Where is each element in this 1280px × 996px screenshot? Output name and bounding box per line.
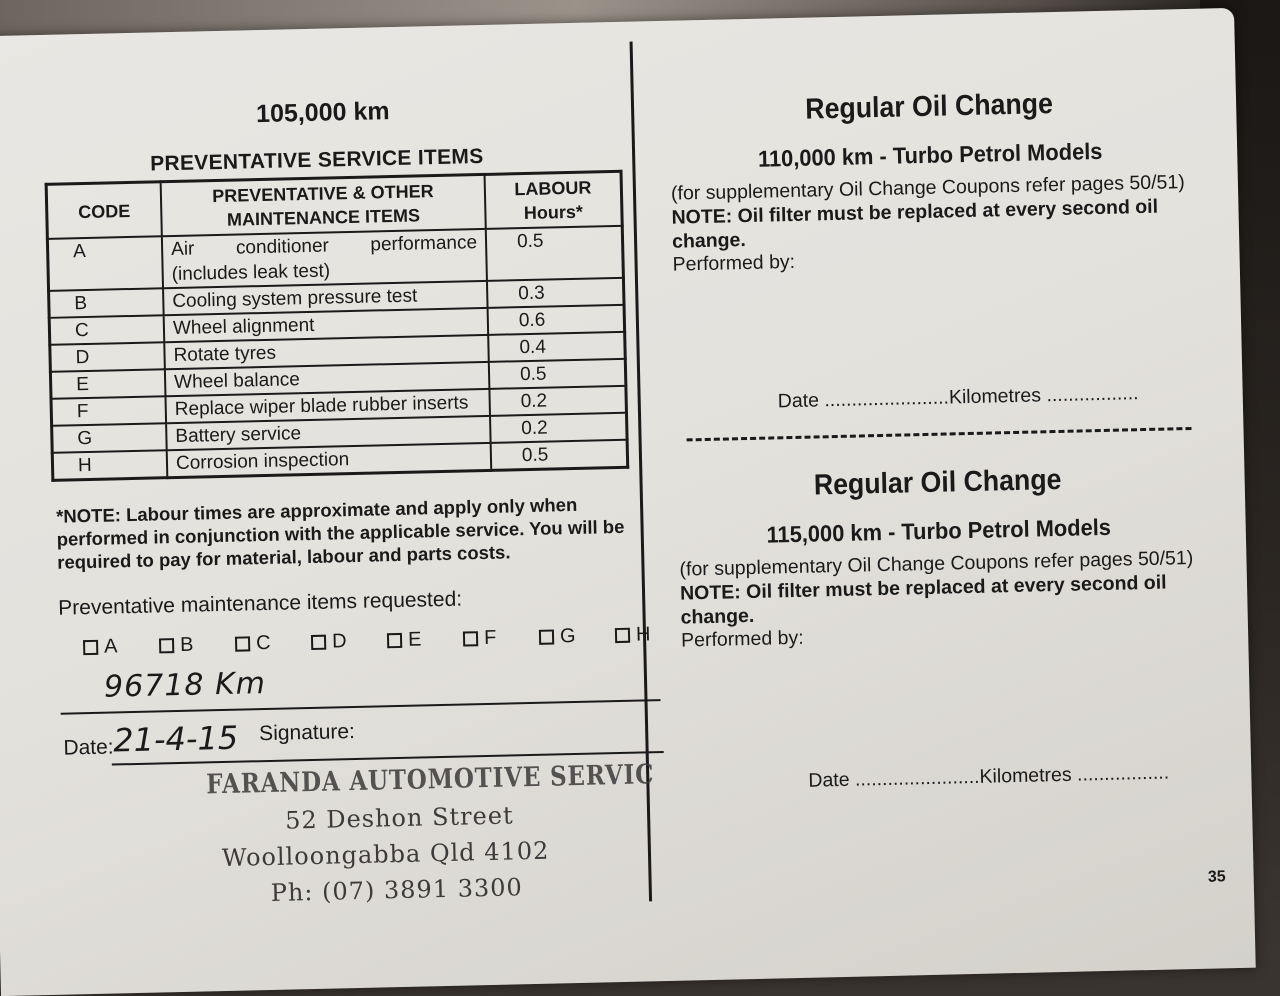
row-labour: 0.2: [489, 386, 626, 416]
row-item-word: conditioner: [235, 235, 330, 259]
row-item-line2: (includes leak test): [171, 260, 331, 286]
row-item: Battery service: [166, 416, 491, 450]
checkbox-label: A: [103, 635, 118, 658]
oil-filter-note: NOTE: Oil filter must be replaced at every second oil change.: [679, 571, 1167, 629]
oil-change-section-1: [669, 85, 1193, 277]
checkbox-label: C: [255, 631, 271, 655]
checkbox-c[interactable]: [235, 631, 312, 656]
checkbox-e[interactable]: [387, 628, 464, 653]
row-code: G: [52, 423, 167, 453]
row-item: Cooling system pressure test: [163, 281, 488, 315]
checkbox-square-icon[interactable]: [311, 635, 326, 650]
oil-filter-note: NOTE: Oil filter must be replaced at every second oil change.: [671, 195, 1159, 253]
checkbox-square-icon[interactable]: [615, 628, 630, 643]
row-code: F: [51, 396, 166, 426]
checkbox-square-icon[interactable]: [235, 636, 250, 651]
coupons-text: (for supplementary Oil Change Coupons refer pages 50/51): [679, 546, 1194, 581]
checkbox-square-icon[interactable]: [539, 629, 554, 644]
service-items-table: [45, 170, 630, 482]
checkbox-square-icon[interactable]: [387, 633, 402, 648]
row-code: A: [47, 236, 163, 291]
oil-change-title: Regular Oil Change: [813, 463, 1062, 502]
row-code: D: [50, 342, 165, 372]
checkbox-f[interactable]: [463, 626, 540, 651]
row-code: C: [49, 315, 164, 345]
date-label: Date:: [63, 735, 114, 760]
checkbox-b[interactable]: [159, 633, 236, 658]
date-km-row: Date .......................Kilometres .................: [808, 761, 1170, 792]
checkbox-a[interactable]: [83, 634, 160, 659]
handwritten-date: 21-4-15: [112, 718, 239, 760]
checkbox-square-icon[interactable]: [83, 640, 98, 655]
oil-change-section-2: [677, 461, 1201, 653]
row-code: B: [49, 288, 164, 318]
row-code: E: [50, 369, 165, 399]
row-labour: 0.3: [487, 278, 624, 308]
page-number: 35: [1207, 868, 1226, 886]
stamp-phone: Ph: (07) 3891 3300: [270, 873, 524, 907]
row-item: Rotate tyres: [164, 335, 489, 369]
row-labour: 0.2: [490, 413, 627, 443]
row-labour: 0.5: [491, 440, 628, 471]
oil-change-title: Regular Oil Change: [804, 88, 1054, 126]
row-item-word: performance: [370, 232, 478, 256]
checkbox-square-icon[interactable]: [463, 631, 478, 646]
cut-line: [687, 427, 1192, 441]
date-km-row: Date .......................Kilometres .................: [777, 382, 1139, 413]
row-item: Replace wiper blade rubber inserts: [165, 389, 490, 423]
row-item: [162, 229, 487, 288]
checkbox-d[interactable]: [311, 629, 388, 654]
row-code: H: [52, 450, 167, 480]
checkbox-g[interactable]: [539, 624, 616, 649]
km-title: 105,000 km: [255, 97, 390, 129]
section-title: PREVENTATIVE SERVICE ITEMS: [149, 144, 484, 176]
checkbox-label: H: [635, 623, 651, 646]
signature-label: Signature:: [258, 720, 356, 746]
booklet-page: [0, 8, 1256, 996]
oil-change-subtitle: 115,000 km - Turbo Petrol Models: [766, 513, 1112, 548]
stamp-suburb: Woolloongabba Qld 4102: [221, 836, 550, 873]
row-labour: 0.6: [488, 305, 625, 335]
header-code: CODE: [46, 182, 162, 239]
requested-label: Preventative maintenance items requested:: [58, 587, 463, 620]
checkbox-h[interactable]: [615, 622, 692, 647]
row-labour: 0.5: [486, 226, 624, 281]
row-labour: 0.5: [489, 359, 626, 389]
checkbox-label: D: [331, 630, 347, 653]
checkbox-square-icon[interactable]: [159, 638, 174, 653]
row-item-word: Air: [170, 238, 195, 261]
row-item: Corrosion inspection: [167, 443, 492, 478]
checkbox-label: F: [483, 626, 497, 650]
performed-by-label: Performed by:: [672, 250, 796, 276]
row-item: Wheel balance: [165, 362, 490, 396]
header-labour: LABOUR Hours*: [485, 171, 623, 229]
labour-note: *NOTE: Labour times are approximate and apply only when performed in conjunction with the applicable service. You will be required to pay for material, labour and parts costs.: [55, 493, 625, 573]
row-labour: 0.4: [488, 332, 625, 362]
checkbox-label: B: [179, 633, 194, 656]
performed-by-label: Performed by:: [680, 626, 804, 652]
handwritten-km: 96718 Km: [103, 666, 267, 705]
checkbox-label: G: [559, 624, 576, 648]
coupons-text: (for supplementary Oil Change Coupons refer pages 50/51): [670, 171, 1185, 205]
header-items: PREVENTATIVE & OTHER MAINTENANCE ITEMS: [161, 174, 486, 236]
oil-change-subtitle: 110,000 km - Turbo Petrol Models: [757, 137, 1103, 172]
row-item: Wheel alignment: [164, 308, 489, 342]
workshop-stamp: [205, 759, 655, 909]
stamp-business-name: FARANDA AUTOMOTIVE SERVIC: [205, 759, 655, 801]
checkbox-label: E: [407, 628, 422, 651]
checkbox-group: [83, 622, 691, 659]
stamp-street: 52 Deshon Street: [284, 801, 514, 835]
